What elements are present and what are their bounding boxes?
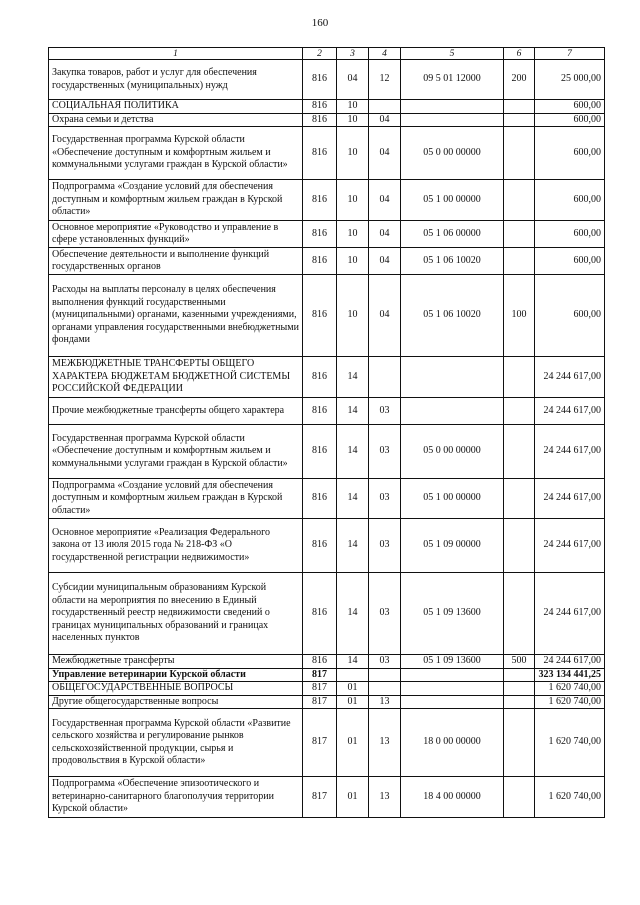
row-subsection (369, 668, 401, 682)
col-header-1: 1 (49, 48, 303, 60)
row-ved: 816 (303, 479, 337, 519)
col-header-5: 5 (401, 48, 504, 60)
row-expense-type (504, 221, 535, 248)
row-expense-type (504, 573, 535, 655)
row-expense-type (504, 709, 535, 777)
row-ved: 816 (303, 425, 337, 479)
row-name: Закупка товаров, работ и услуг для обеспечения государственных (муниципальных) нужд (49, 60, 303, 100)
row-amount: 25 000,00 (535, 60, 605, 100)
row-section: 10 (337, 127, 369, 180)
table-row (49, 127, 605, 180)
row-subsection: 04 (369, 127, 401, 180)
row-amount: 1 620 740,00 (535, 682, 605, 696)
row-section: 01 (337, 777, 369, 818)
row-target-article (401, 668, 504, 682)
table-row (49, 425, 605, 479)
col-header-4: 4 (369, 48, 401, 60)
row-amount: 323 134 441,25 (535, 668, 605, 682)
row-target-article: 05 1 06 10020 (401, 275, 504, 357)
row-subsection: 03 (369, 573, 401, 655)
row-ved: 816 (303, 275, 337, 357)
row-subsection: 04 (369, 221, 401, 248)
row-amount: 600,00 (535, 248, 605, 275)
row-expense-type: 100 (504, 275, 535, 357)
row-amount: 600,00 (535, 127, 605, 180)
row-amount: 600,00 (535, 100, 605, 114)
row-expense-type (504, 113, 535, 127)
row-ved: 816 (303, 519, 337, 573)
row-subsection: 13 (369, 695, 401, 709)
row-target-article (401, 100, 504, 114)
row-ved: 816 (303, 60, 337, 100)
row-expense-type (504, 519, 535, 573)
row-amount: 600,00 (535, 275, 605, 357)
row-expense-type (504, 425, 535, 479)
row-target-article (401, 113, 504, 127)
row-section: 10 (337, 248, 369, 275)
row-subsection: 13 (369, 777, 401, 818)
row-name: Государственная программа Курской области «Развитие сельского хозяйства и регулирование рынков сельскохозяйственной продукции, сырья и продовольствия в Курской области» (49, 709, 303, 777)
row-target-article (401, 398, 504, 425)
row-target-article: 05 0 00 00000 (401, 425, 504, 479)
row-name: Основное мероприятие «Руководство и управление в сфере установленных функций» (49, 221, 303, 248)
row-section: 14 (337, 398, 369, 425)
row-section: 14 (337, 573, 369, 655)
table-row (49, 709, 605, 777)
column-number-header (49, 48, 605, 60)
row-subsection: 04 (369, 275, 401, 357)
table-row (49, 398, 605, 425)
row-subsection (369, 357, 401, 398)
table-row (49, 695, 605, 709)
row-ved: 817 (303, 709, 337, 777)
row-amount: 24 244 617,00 (535, 398, 605, 425)
row-amount: 24 244 617,00 (535, 519, 605, 573)
row-amount: 1 620 740,00 (535, 695, 605, 709)
row-amount: 600,00 (535, 180, 605, 221)
row-name: Субсидии муниципальным образованиям Курской области на мероприятия по внесению в Единый государственный реестр недвижимости сведений о границах муниципальных образований и границах населенных пунктов (49, 573, 303, 655)
row-subsection: 04 (369, 113, 401, 127)
row-target-article: 18 4 00 00000 (401, 777, 504, 818)
table-row (49, 60, 605, 100)
row-name: МЕЖБЮДЖЕТНЫЕ ТРАНСФЕРТЫ ОБЩЕГО ХАРАКТЕРА БЮДЖЕТАМ БЮДЖЕТНОЙ СИСТЕМЫ РОССИЙСКОЙ ФЕДЕРАЦИИ (49, 357, 303, 398)
row-target-article (401, 682, 504, 696)
table-row (49, 100, 605, 114)
row-ved: 817 (303, 695, 337, 709)
row-target-article: 05 1 00 00000 (401, 180, 504, 221)
row-expense-type (504, 479, 535, 519)
table-row (49, 479, 605, 519)
row-expense-type (504, 180, 535, 221)
row-ved: 817 (303, 668, 337, 682)
row-name: Подпрограмма «Обеспечение эпизоотического и ветеринарно-санитарного благополучия территории Курской области» (49, 777, 303, 818)
row-expense-type (504, 357, 535, 398)
col-header-6: 6 (504, 48, 535, 60)
row-name: Другие общегосударственные вопросы (49, 695, 303, 709)
row-name: Обеспечение деятельности и выполнение функций государственных органов (49, 248, 303, 275)
row-subsection: 04 (369, 248, 401, 275)
table-row (49, 519, 605, 573)
row-amount: 600,00 (535, 221, 605, 248)
row-section: 14 (337, 357, 369, 398)
row-section: 01 (337, 709, 369, 777)
row-name: Государственная программа Курской области «Обеспечение доступным и комфортным жильем и коммунальными услугами граждан в Курской области» (49, 127, 303, 180)
row-expense-type (504, 777, 535, 818)
row-amount: 1 620 740,00 (535, 777, 605, 818)
row-target-article: 05 0 00 00000 (401, 127, 504, 180)
table-row (49, 113, 605, 127)
row-amount: 24 244 617,00 (535, 655, 605, 669)
row-expense-type (504, 248, 535, 275)
row-section: 10 (337, 221, 369, 248)
row-name: Расходы на выплаты персоналу в целях обеспечения выполнения функций государственными (муниципальными) органами, казенными учреждениями, органами управления государственными внебюджетными фондами (49, 275, 303, 357)
row-target-article (401, 357, 504, 398)
table-row (49, 777, 605, 818)
row-expense-type (504, 682, 535, 696)
row-expense-type (504, 668, 535, 682)
row-target-article: 05 1 09 13600 (401, 655, 504, 669)
col-header-2: 2 (303, 48, 337, 60)
row-section: 10 (337, 275, 369, 357)
row-subsection (369, 100, 401, 114)
row-subsection: 03 (369, 425, 401, 479)
table-row (49, 248, 605, 275)
table-row (49, 180, 605, 221)
col-header-7: 7 (535, 48, 605, 60)
table-row (49, 682, 605, 696)
page-number: 160 (311, 17, 329, 29)
row-amount: 24 244 617,00 (535, 357, 605, 398)
row-section: 14 (337, 479, 369, 519)
row-name: Межбюджетные трансферты (49, 655, 303, 669)
row-name: Управление ветеринарии Курской области (49, 668, 303, 682)
table-row (49, 573, 605, 655)
row-amount: 24 244 617,00 (535, 479, 605, 519)
row-amount: 600,00 (535, 113, 605, 127)
row-section: 14 (337, 425, 369, 479)
row-section: 01 (337, 682, 369, 696)
row-expense-type: 200 (504, 60, 535, 100)
row-ved: 816 (303, 180, 337, 221)
row-target-article: 05 1 09 00000 (401, 519, 504, 573)
row-target-article: 05 1 06 00000 (401, 221, 504, 248)
table-row (49, 655, 605, 669)
row-target-article: 18 0 00 00000 (401, 709, 504, 777)
row-section: 14 (337, 519, 369, 573)
row-target-article: 05 1 06 10020 (401, 248, 504, 275)
row-expense-type: 500 (504, 655, 535, 669)
row-subsection: 03 (369, 398, 401, 425)
row-name: Прочие межбюджетные трансферты общего характера (49, 398, 303, 425)
table-row (49, 275, 605, 357)
row-ved: 816 (303, 113, 337, 127)
row-name: Подпрограмма «Создание условий для обеспечения доступным и комфортным жильем граждан в Курской области» (49, 180, 303, 221)
table-row (49, 668, 605, 682)
row-target-article: 05 1 09 13600 (401, 573, 504, 655)
row-amount: 24 244 617,00 (535, 573, 605, 655)
col-header-3: 3 (337, 48, 369, 60)
row-ved: 816 (303, 248, 337, 275)
row-amount: 1 620 740,00 (535, 709, 605, 777)
row-name: Основное мероприятие «Реализация Федерального закона от 13 июля 2015 года № 218-ФЗ «О государственной регистрации недвижимости» (49, 519, 303, 573)
row-subsection: 03 (369, 655, 401, 669)
row-subsection: 03 (369, 519, 401, 573)
row-ved: 816 (303, 221, 337, 248)
row-section: 04 (337, 60, 369, 100)
row-ved: 816 (303, 357, 337, 398)
row-subsection: 04 (369, 180, 401, 221)
row-expense-type (504, 398, 535, 425)
row-expense-type (504, 127, 535, 180)
row-name: Охрана семьи и детства (49, 113, 303, 127)
row-ved: 817 (303, 777, 337, 818)
row-expense-type (504, 695, 535, 709)
row-amount: 24 244 617,00 (535, 425, 605, 479)
table-row (49, 357, 605, 398)
table-row (49, 221, 605, 248)
row-name: Подпрограмма «Создание условий для обеспечения доступным и комфортным жильем граждан в Курской области» (49, 479, 303, 519)
row-ved: 816 (303, 100, 337, 114)
row-ved: 816 (303, 398, 337, 425)
row-target-article: 05 1 00 00000 (401, 479, 504, 519)
row-subsection: 13 (369, 709, 401, 777)
row-ved: 817 (303, 682, 337, 696)
row-section: 10 (337, 113, 369, 127)
row-name: СОЦИАЛЬНАЯ ПОЛИТИКА (49, 100, 303, 114)
row-name: ОБЩЕГОСУДАРСТВЕННЫЕ ВОПРОСЫ (49, 682, 303, 696)
row-ved: 816 (303, 655, 337, 669)
row-subsection: 12 (369, 60, 401, 100)
row-subsection (369, 682, 401, 696)
row-ved: 816 (303, 573, 337, 655)
row-expense-type (504, 100, 535, 114)
row-target-article (401, 695, 504, 709)
row-section: 01 (337, 695, 369, 709)
row-name: Государственная программа Курской области «Обеспечение доступным и комфортным жильем и коммунальными услугами граждан в Курской области» (49, 425, 303, 479)
row-section: 14 (337, 655, 369, 669)
row-target-article: 09 5 01 12000 (401, 60, 504, 100)
row-ved: 816 (303, 127, 337, 180)
budget-table (48, 47, 605, 818)
row-section: 10 (337, 180, 369, 221)
row-section: 10 (337, 100, 369, 114)
row-section (337, 668, 369, 682)
row-subsection: 03 (369, 479, 401, 519)
